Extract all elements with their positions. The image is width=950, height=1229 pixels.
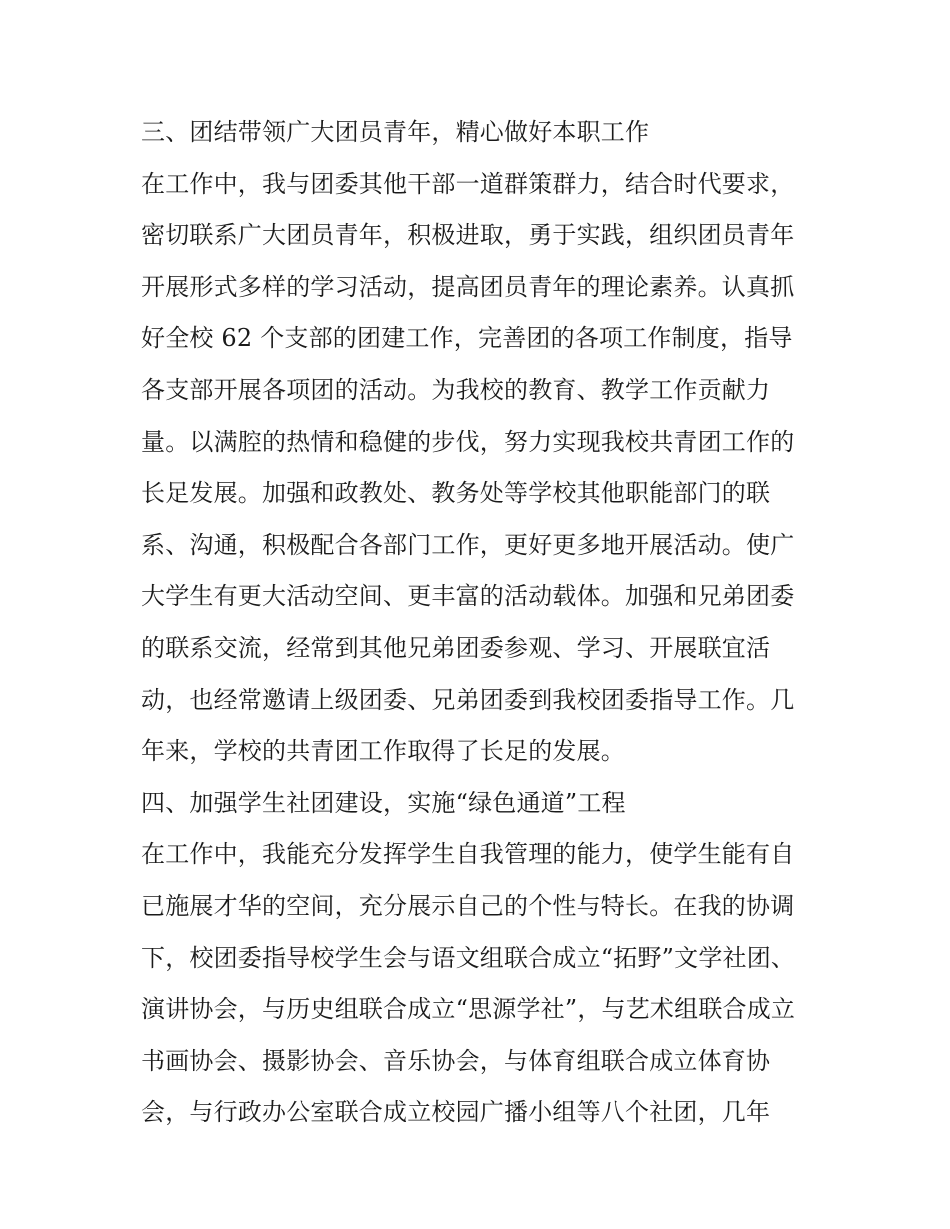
paragraph-line: 书画协会、摄影协会、音乐协会，与体育组联合成立体育协 — [141, 1046, 771, 1075]
paragraph-line: 密切联系广大团员青年，积极进取，勇于实践，组织团员青年 — [141, 221, 795, 250]
paragraph-line: 下，校团委指导校学生会与语文组联合成立“拓野”文学社团、 — [141, 943, 796, 972]
paragraph-line: 在工作中，我能充分发挥学生自我管理的能力，使学生能有自 — [141, 840, 795, 869]
paragraph-line: 在工作中，我与团委其他干部一道群策群力，结合时代要求， — [141, 169, 795, 198]
paragraph-line: 长足发展。加强和政教处、教务处等学校其他职能部门的联 — [141, 479, 771, 508]
section-heading-3: 三、团结带领广大团员青年，精心做好本职工作 — [141, 118, 650, 146]
paragraph-line: 已施展才华的空间，充分展示自己的个性与特长。在我的协调 — [141, 891, 795, 920]
paragraph-line: 会，与行政办公室联合成立校园广播小组等八个社团，几年 — [141, 1098, 771, 1127]
paragraph-line: 大学生有更大活动空间、更丰富的活动载体。加强和兄弟团委 — [141, 582, 795, 611]
paragraph-line: 开展形式多样的学习活动，提高团员青年的理论素养。认真抓 — [141, 272, 795, 301]
paragraph-line: 量。以满腔的热情和稳健的步伐，努力实现我校共青团工作的 — [141, 427, 795, 456]
paragraph-line: 动，也经常邀请上级团委、兄弟团委到我校团委指导工作。几 — [141, 685, 795, 714]
section-heading-4: 四、加强学生社团建设，实施“绿色通道”工程 — [141, 788, 626, 817]
paragraph-line: 演讲协会，与历史组联合成立“思源学社”，与艺术组联合成立 — [141, 995, 796, 1024]
paragraph-line: 系、沟通，积极配合各部门工作，更好更多地开展活动。使广 — [141, 530, 795, 559]
paragraph-line: 好全校 62 个支部的团建工作，完善团的各项工作制度，指导 — [141, 324, 793, 353]
document-body — [141, 107, 813, 1139]
paragraph-line: 的联系交流，经常到其他兄弟团委参观、学习、开展联宜活 — [141, 633, 771, 662]
paragraph-line: 年来，学校的共青团工作取得了长足的发展。 — [141, 737, 625, 766]
paragraph-line: 各支部开展各项团的活动。为我校的教育、教学工作贡献力 — [141, 375, 771, 404]
